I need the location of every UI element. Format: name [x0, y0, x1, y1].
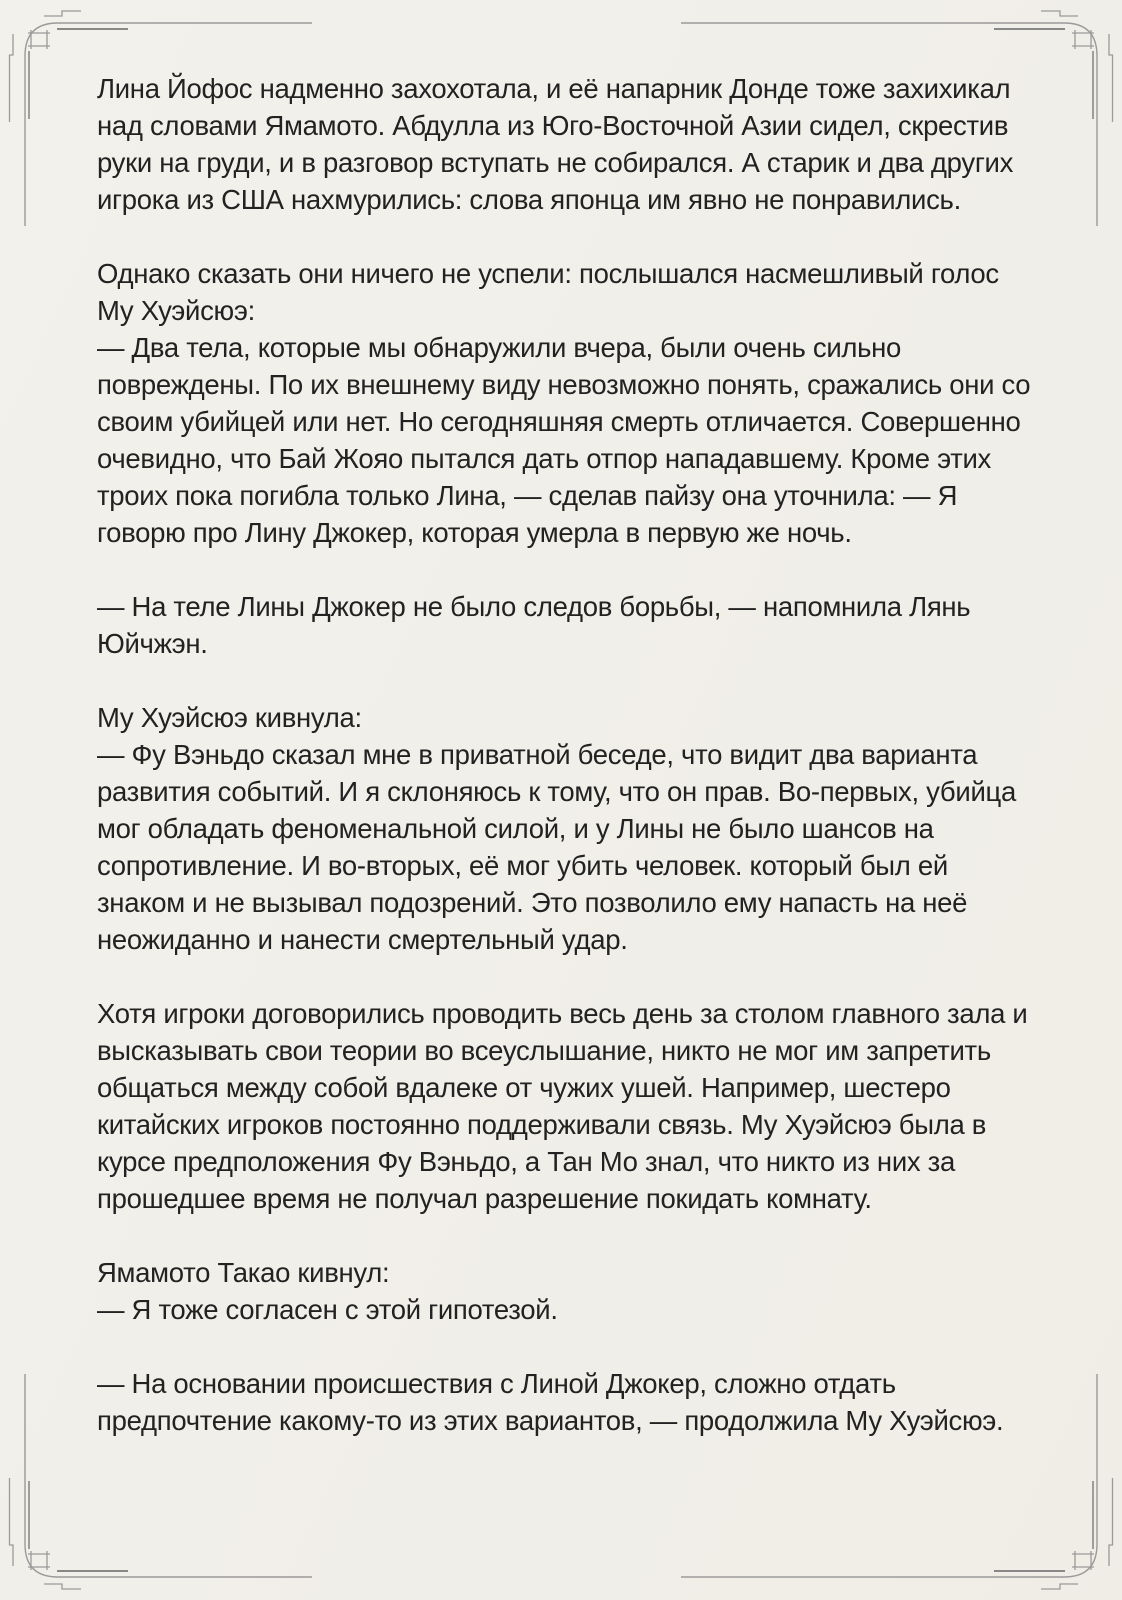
text-line: Хотя игроки договорились проводить весь день за столом главного зала и — [97, 998, 1028, 1029]
text-line: игрока из США нахмурились: слова японца им явно не понравились. — [97, 184, 961, 215]
text-line: мог обладать феноменальной силой, и у Лины не было шансов на — [97, 813, 934, 844]
text-line: Му Хуэйсюэ кивнула: — [97, 702, 362, 733]
text-line: Однако сказать они ничего не успели: послышался насмешливый голос — [97, 258, 999, 289]
text-line: очевидно, что Бай Жояо пытался дать отпор нападавшему. Кроме этих — [97, 443, 992, 474]
text-line: высказывать свои теории во всеуслышание, никто не мог им запретить — [97, 1035, 991, 1066]
paragraph-block — [97, 1254, 1037, 1328]
text-line: знаком и не вызывал подозрений. Это позволило ему напасть на неё — [97, 887, 968, 918]
paragraph-block — [97, 588, 1037, 662]
text-line: своим убийцей или нет. Но сегодняшняя смерть отличается. Совершенно — [97, 406, 1021, 437]
text-line: Му Хуэйсюэ: — [97, 295, 255, 326]
text-line: повреждены. По их внешнему виду невозможно понять, сражались они со — [97, 369, 1031, 400]
paragraph-block — [97, 995, 1037, 1217]
text-line: троих пока погибла только Лина, — сделав пайзу она уточнила: — Я — [97, 480, 958, 511]
text-line: прошедшее время не получал разрешение покидать комнату. — [97, 1183, 872, 1214]
text-line: курсе предположения Фу Вэньдо, а Тан Мо знал, что никто из них за — [97, 1146, 955, 1177]
paragraph-block — [97, 1365, 1037, 1439]
text-line: общаться между собой вдалеке от чужих ушей. Например, шестеро — [97, 1072, 951, 1103]
text-line: руки на груди, и в разговор вступать не собирался. А старик и два других — [97, 147, 1014, 178]
text-line: Юйчжэн. — [97, 628, 208, 659]
text-line: — Два тела, которые мы обнаружили вчера, были очень сильно — [97, 332, 902, 363]
text-line: Ямамото Такао кивнул: — [97, 1257, 390, 1288]
page-text — [97, 70, 1037, 1476]
text-line: говорю про Лину Джокер, которая умерла в первую же ночь. — [97, 517, 852, 548]
text-line: предпочтение какому-то из этих вариантов, — продолжила Му Хуэйсюэ. — [97, 1405, 1004, 1436]
paragraph-block — [97, 699, 1037, 958]
paragraph-block — [97, 70, 1037, 218]
text-line: — На основании происшествия с Линой Джокер, сложно отдать — [97, 1368, 896, 1399]
text-line: развития событий. И я склоняюсь к тому, что он прав. Во-первых, убийца — [97, 776, 1016, 807]
paragraph-block — [97, 255, 1037, 551]
text-line: Лина Йофос надменно захохотала, и её напарник Донде тоже захихикал — [97, 73, 1011, 104]
text-line: — На теле Лины Джокер не было следов борьбы, — напомнила Лянь — [97, 591, 971, 622]
text-line: неожиданно и нанести смертельный удар. — [97, 924, 628, 955]
text-line: сопротивление. И во-вторых, её мог убить человек. который был ей — [97, 850, 948, 881]
text-line: — Фу Вэньдо сказал мне в приватной беседе, что видит два варианта — [97, 739, 978, 770]
text-line: китайских игроков постоянно поддерживали связь. Му Хуэйсюэ была в — [97, 1109, 987, 1140]
text-line: над словами Ямамото. Абдулла из Юго-Восточной Азии сидел, скрестив — [97, 110, 1009, 141]
text-line: — Я тоже согласен с этой гипотезой. — [97, 1294, 558, 1325]
